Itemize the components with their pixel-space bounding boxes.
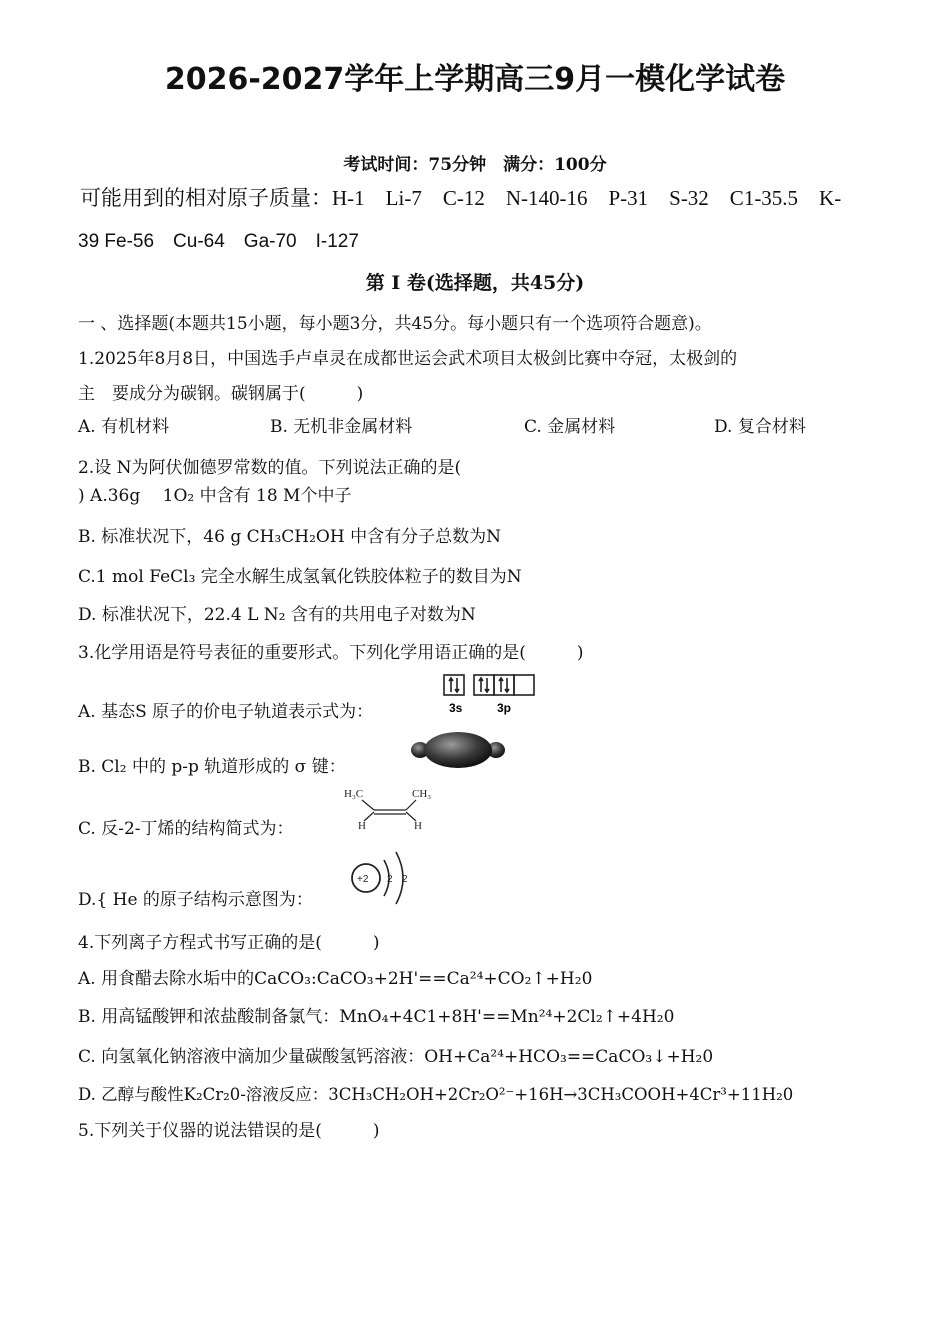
q1-stem-line-2: 主 要成分为碳钢。碳钢属于( ) <box>78 384 364 404</box>
q2-stem: 2.设 N为阿伏伽德罗常数的值。下列说法正确的是( <box>78 458 462 478</box>
q1-option-c: C. 金属材料 <box>524 417 616 437</box>
shell-2-electrons: 2 <box>402 874 408 885</box>
he-atomic-structure-figure <box>346 850 416 906</box>
q1-option-a: A. 有机材料 <box>78 417 170 437</box>
orbital-label-3s: 3s <box>449 701 463 715</box>
section-title: 第 I 卷(选择题，共45分) <box>365 272 585 294</box>
q3-option-c: C. 反-2-丁烯的结构简式为： <box>78 819 294 839</box>
q3-option-a: A. 基态S 原子的价电子轨道表示式为： <box>78 702 374 722</box>
q2-option-c: C.1 mol FeCl₃ 完全水解生成氢氧化铁胶体粒子的数目为N <box>78 567 522 587</box>
orbital-label-3p: 3p <box>497 701 512 715</box>
sigma-bond-figure <box>410 728 506 772</box>
exam-info: 考试时间：75分钟 满分：100分 <box>343 155 607 175</box>
q4-stem: 4.下列离子方程式书写正确的是( ) <box>78 933 380 953</box>
q4-option-c: C. 向氢氧化钠溶液中滴加少量碳酸氢钙溶液：OH+Ca²⁴+HCO₃==CaCO₃↓+H₂0 <box>78 1047 714 1067</box>
q4-option-a: A. 用食醋去除水垢中的CaCO₃:CaCO₃+2H'==Ca²⁴+CO₂↑+H₂0 <box>78 969 593 989</box>
shell-1-electrons: 2 <box>387 874 393 885</box>
q2-option-a: ) A.36g 1O₂ 中含有 18 M个中子 <box>78 486 352 506</box>
q3-option-d: D.{ He 的原子结构示意图为： <box>78 890 313 910</box>
atomic-mass-line-1: 可能用到的相对原子质量：H-1 Li-7 C-12 N-140-16 P-31 S-32 C1-35.5 K- <box>80 186 842 210</box>
q1-option-b: B. 无机非金属材料 <box>270 417 413 437</box>
q2-option-b: B. 标准状况下，46 g CH₃CH₂OH 中含有分子总数为N <box>78 527 501 547</box>
h-right-label: H <box>414 820 422 832</box>
page-title: 2026-2027学年上学期高三9月一模化学试卷 <box>164 62 786 97</box>
q1-option-d: D. 复合材料 <box>714 417 806 437</box>
q3-option-b: B. Cl₂ 中的 p-p 轨道形成的 σ 键： <box>78 757 346 777</box>
ch3-left-label: H₃C <box>344 788 364 800</box>
q5-stem: 5.下列关于仪器的说法错误的是( ) <box>78 1121 380 1141</box>
q3-stem: 3.化学用语是符号表征的重要形式。下列化学用语正确的是( ) <box>78 643 584 663</box>
trans-2-butene-figure <box>340 784 440 836</box>
orbital-diagram-figure <box>440 672 540 716</box>
q1-stem-line-1: 1.2025年8月8日，中国选手卢卓灵在成都世运会武术项目太极剑比赛中夺冠，太极剑的 <box>78 349 738 369</box>
section-intro: 一 、选择题(本题共15小题，每小题3分，共45分。每小题只有一个选项符合题意)。 <box>78 314 712 334</box>
q2-option-d: D. 标准状况下，22.4 L N₂ 含有的共用电子对数为N <box>78 605 476 625</box>
h-left-label: H <box>358 820 366 832</box>
ch3-right-label: CH₃ <box>412 788 432 800</box>
atomic-mass-line-2: 39 Fe-56 Cu-64 Ga-70 I-127 <box>78 231 359 252</box>
q4-option-b: B. 用高锰酸钾和浓盐酸制备氯气：MnO₄+4C1+8H'==Mn²⁴+2Cl₂↑+4H₂0 <box>78 1007 675 1027</box>
nucleus-charge-label: +2 <box>357 874 369 885</box>
q4-option-d: D. 乙醇与酸性K₂Cr₂0-溶液反应：3CH₃CH₂OH+2Cr₂O²⁻+16H→3CH₃COOH+4Cr³+11H₂0 <box>78 1085 794 1104</box>
